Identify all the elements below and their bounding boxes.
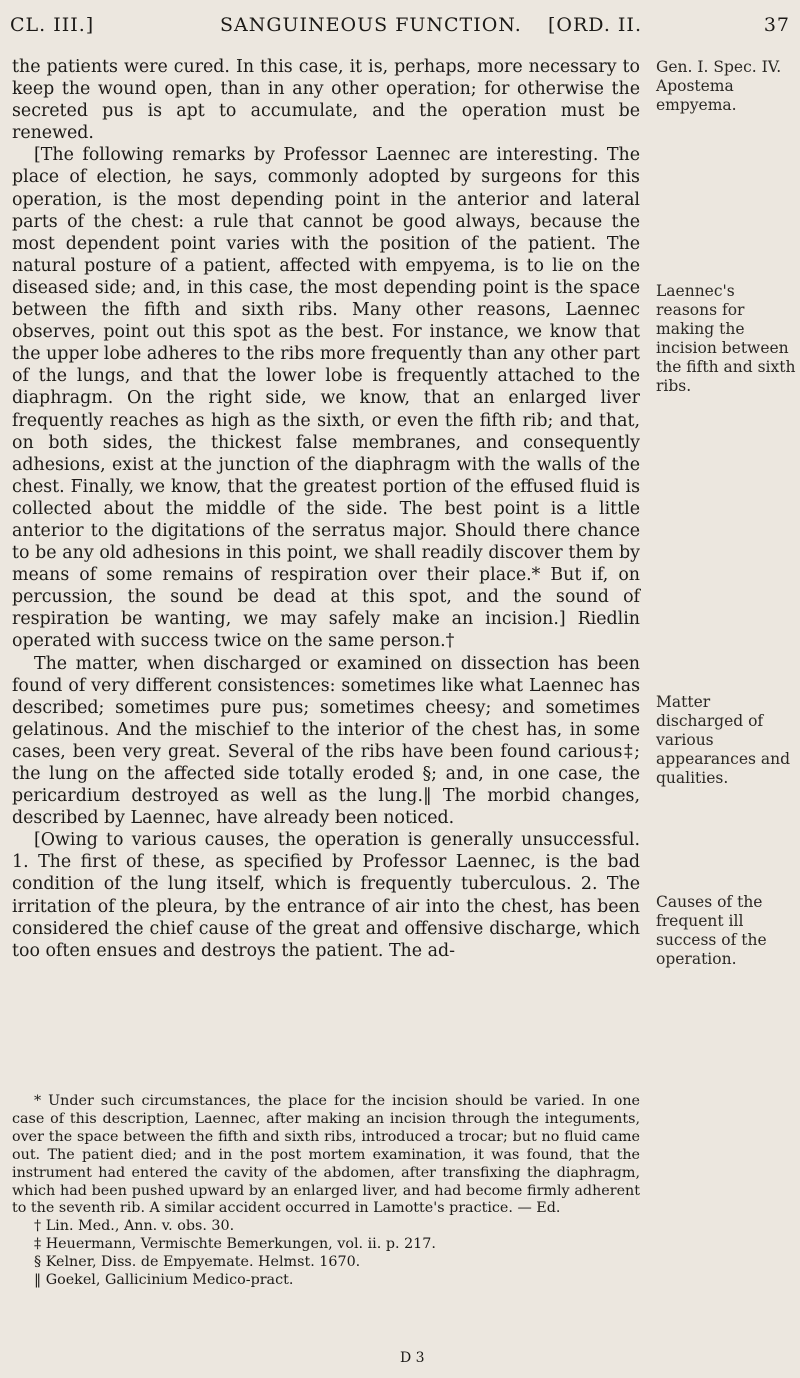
paragraph: [Owing to various causes, the operation is generally unsuccessful. 1. The first of these, as specified by Professor Laennec, is the bad condition of the lung itself, which is frequently tuberculous. 2. The irritation of the pleura, by the entrance of air into the chest, has been considered the chief cause of the great and offensive discharge, which too often ensues and destroys the patient. The ad- (12, 830, 640, 961)
footnote: § Kelner, Diss. de Empyemate. Helmst. 1670. (34, 1254, 361, 1271)
margin-note-incision: Laennec's reasons for making the incision between the fifth and sixth ribs. (656, 282, 796, 395)
signature-mark: D 3 (400, 1350, 425, 1366)
page-number: 37 (763, 14, 790, 36)
header-order: [ORD. II. (548, 14, 642, 36)
footnote: ‖ Goekel, Gallicinium Medico-pract. (34, 1272, 294, 1289)
margin-note-genus: Gen. I. Spec. IV. Apostema empyema. (656, 58, 782, 114)
paragraph: The matter, when discharged or examined on dissection has been found of very different consistences: sometimes like what Laennec has described; sometimes pure pus; sometimes cheesy; and sometimes gelatinous. And the mischief to the interior of the chest has, in some cases, been very great. Several of the ribs have been found carious‡; the lung on the affected side totally eroded §; and, in one case, the pericardium destroyed as well as the lung.‖ The morbid changes, described by Laennec, have already been noticed. (12, 653, 640, 829)
main-text (12, 56, 640, 962)
margin-note-causes: Causes of the frequent ill success of the operation. (656, 893, 767, 968)
footnote: * Under such circumstances, the place for the incision should be varied. In one case of this description, Laennec, after making an incision through the integuments, over the space between the fifth and sixth ribs, introduced a trocar; but no fluid came out. The patient died; and in the post mortem examination, it was found, that the instrument had entered the cavity of the abdomen, after transfixing the diaphragm, which had been pushed upward by an enlarged liver, and had become firmly adherent to the seventh rib. A similar accident occurred in Lamotte's practice. — Ed. (12, 1093, 640, 1217)
footnotes (12, 1093, 640, 1290)
footnote: ‡ Heuermann, Vermischte Bemerkungen, vol. ii. p. 217. (34, 1236, 436, 1253)
footnote: † Lin. Med., Ann. v. obs. 30. (34, 1218, 235, 1235)
header-chapter: CL. III.] (10, 14, 95, 36)
header-title: SANGUINEOUS FUNCTION. (220, 14, 522, 36)
running-header (10, 14, 790, 40)
margin-note-matter: Matter discharged of various appearances and qualities. (656, 693, 791, 787)
paragraph: the patients were cured. In this case, it is, perhaps, more necessary to keep the wound open, than in any other operation; for otherwise the secreted pus is apt to accumulate, and the operation must be renewed. (12, 57, 640, 144)
paragraph: [The following remarks by Professor Laennec are interesting. The place of election, he says, commonly adopted by surgeons for this operation, is the most depending point in the anterior and lateral parts of the chest: a rule that cannot be good always, because the most dependent point varies with the position of the patient. The natural posture of a patient, affected with empyema, is to lie on the diseased side; and, in this case, the most depending point is the space between the fifth and sixth ribs. Many other reasons, Laennec observes, point out this spot as the best. For instance, we know that the upper lobe adheres to the ribs more frequently than any other part of the lungs, and that the lower lobe is frequently attached to the diaphragm. On the right side, we know, that an enlarged liver frequently reaches as high as the sixth, or even the fifth rib; and that, on both sides, the thickest false membranes, and consequently adhesions, exist at the junction of the diaphragm with the walls of the chest. Finally, we know, that the greatest portion of the effused fluid is collected about the middle of the side. The best point is a little anterior to the digitations of the serratus major. Should there chance to be any old adhesions in this point, we shall readily discover them by means of some remains of respiration over their place.* But if, on percussion, the sound be dead at this spot, and the sound of respiration be wanting, we may safely make an incision.] Riedlin operated with success twice on the same person.† (12, 145, 640, 652)
